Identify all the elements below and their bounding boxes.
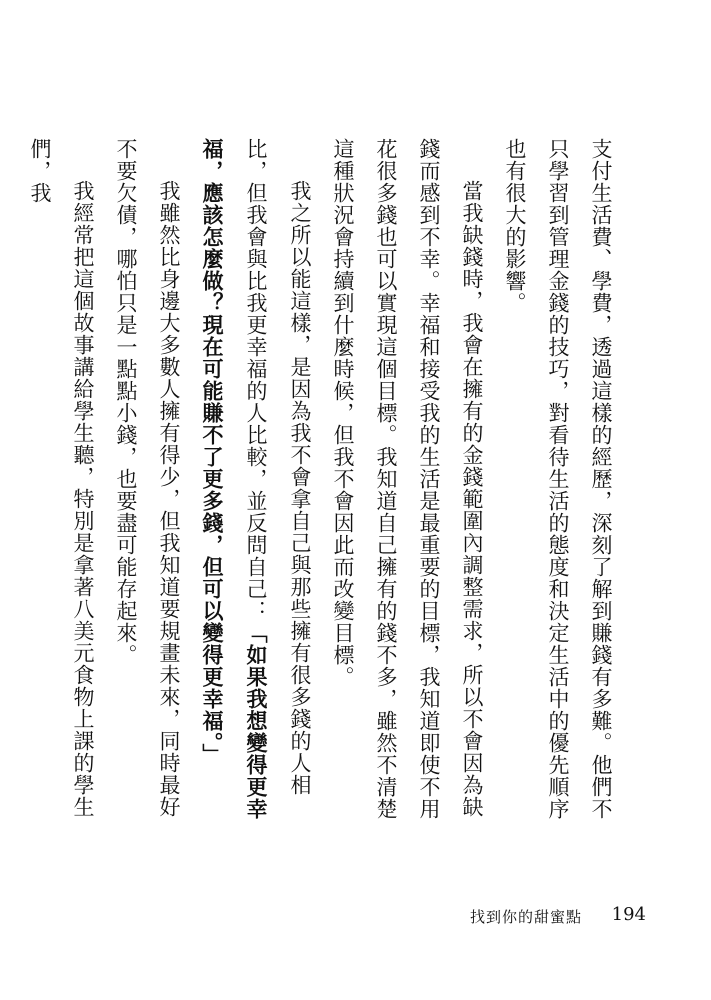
paragraph bbox=[190, 138, 321, 838]
paragraph: 我雖然比身邊大多數人擁有得少，但我知道要規畫未來，同時最好不要欠債，哪怕只是一點點小錢，也要盡可能存起來。 bbox=[114, 138, 181, 818]
bold-quote: 「如果我想變得更幸福，應該怎麼做？現在可能賺不了更多錢，但可以變得更幸福。」 bbox=[200, 138, 269, 820]
page-number: 194 bbox=[611, 904, 646, 925]
body-text bbox=[28, 138, 622, 838]
paragraph: 當我缺錢時，我會在擁有的金錢範圍內調整需求，所以不會因為缺錢而感到不幸。幸福和接受我的生活是最重要的目標，我知道即使不用花很多錢也可以實現這個目標。我知道自己擁有的錢不多，雖然不清楚這種狀況會持續到什麼時候，但我不會因此而改變目標。 bbox=[331, 138, 484, 820]
page-footer bbox=[470, 904, 650, 928]
running-title: 找到你的甜蜜點 bbox=[470, 908, 583, 926]
paragraph-text: 我之所以能這樣，是因為我不會拿自己與那些擁有很多錢的人相比，但我會與比我更幸福的人比較，並反問自己： bbox=[244, 138, 312, 796]
paragraph: 支付生活費、學費，透過這樣的經歷，深刻了解到賺錢有多難。他們不只學習到管理金錢的技巧，對看待生活的態度和決定生活中的優先順序也有很大的影響。 bbox=[503, 138, 613, 820]
paragraph: 我經常把這個故事講給學生聽，特別是拿著八美元食物上課的學生們，我 bbox=[28, 138, 95, 818]
